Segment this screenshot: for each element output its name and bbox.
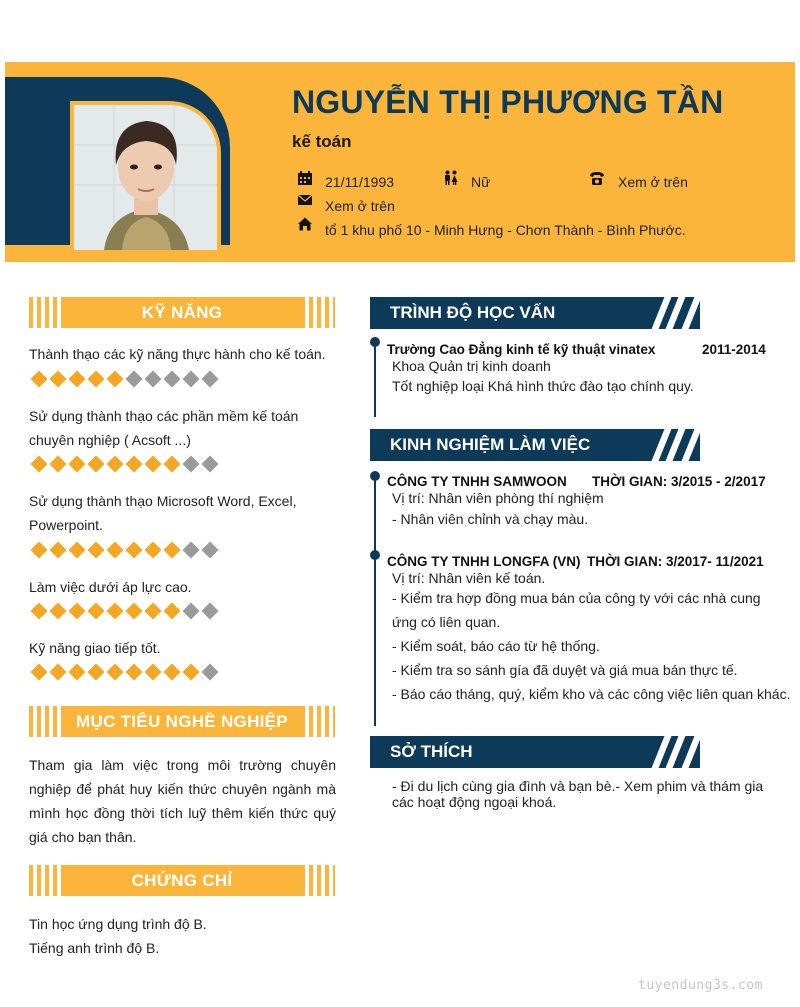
rating-diamond-empty bbox=[164, 371, 181, 388]
rating-diamond-filled bbox=[164, 456, 181, 473]
phone-value: Xem ở trên bbox=[618, 174, 688, 190]
timeline-dot bbox=[370, 550, 380, 560]
timeline-dot bbox=[370, 471, 380, 481]
watermark: tuyendung3s.com bbox=[638, 978, 763, 993]
skill-rating bbox=[33, 371, 216, 387]
job-period: THỜI GIAN: 3/2015 - 2/2017 bbox=[592, 474, 766, 489]
job-period: THỜI GIAN: 3/2017- 11/2021 bbox=[587, 554, 764, 569]
experience-heading: KINH NGHIỆM LÀM VIỆC bbox=[370, 429, 700, 461]
rating-diamond-filled bbox=[50, 664, 67, 681]
certificate-item: Tin học ứng dụng trình độ B. bbox=[29, 916, 207, 932]
rating-diamond-filled bbox=[145, 603, 162, 620]
candidate-name: NGUYỄN THỊ PHƯƠNG TẦN bbox=[292, 84, 724, 120]
skill-rating bbox=[33, 664, 216, 680]
rating-diamond-filled bbox=[50, 371, 67, 388]
rating-diamond-filled bbox=[69, 456, 86, 473]
timeline-line bbox=[374, 341, 376, 417]
rating-diamond-empty bbox=[126, 371, 143, 388]
skill-item: Làm việc dưới áp lực cao. bbox=[29, 579, 192, 595]
rating-diamond-filled bbox=[88, 371, 105, 388]
objective-text: Tham gia làm việc trong môi trường chuyên nghiệp để phát huy kiến thức chuyên ngành mà mình học đồng thời tích luỹ thêm kiến thức quý giá cho bạn thân. bbox=[29, 757, 336, 845]
rating-diamond-filled bbox=[145, 664, 162, 681]
rating-diamond-filled bbox=[31, 542, 48, 559]
certificate-item: Tiếng anh trình độ B. bbox=[29, 940, 160, 956]
rating-diamond-filled bbox=[126, 542, 143, 559]
education-heading: TRÌNH ĐỘ HỌC VẤN bbox=[370, 297, 700, 329]
company-name: CÔNG TY TNHH SAMWOON bbox=[387, 474, 567, 489]
rating-diamond-filled bbox=[164, 603, 181, 620]
rating-diamond-filled bbox=[31, 456, 48, 473]
hobby-text: - Đi du lịch cùng gia đình và bạn bè.- Xem phim và thám gia bbox=[392, 778, 764, 794]
rating-diamond-filled bbox=[69, 371, 86, 388]
job-task: - Nhân viên chỉnh và chạy màu. bbox=[392, 511, 589, 527]
job-title: kế toán bbox=[292, 132, 352, 151]
envelope-icon bbox=[297, 192, 313, 208]
rating-diamond-filled bbox=[88, 664, 105, 681]
rating-diamond-filled bbox=[88, 603, 105, 620]
rating-diamond-filled bbox=[69, 603, 86, 620]
job-task: ứng có liên quan. bbox=[392, 614, 501, 630]
objective-heading: MỤC TIÊU NGHỀ NGHIỆP bbox=[29, 706, 335, 737]
rating-diamond-empty bbox=[183, 603, 200, 620]
birthday-value: 21/11/1993 bbox=[325, 174, 395, 190]
profile-header bbox=[5, 62, 795, 262]
address-value: tổ 1 khu phố 10 - Minh Hưng - Chơn Thành - Bình Phước. bbox=[325, 222, 686, 238]
rating-diamond-filled bbox=[126, 664, 143, 681]
rating-diamond-filled bbox=[31, 371, 48, 388]
rating-diamond-filled bbox=[31, 664, 48, 681]
education-note: Tốt nghiệp loại Khá hình thức đào tạo chính quy. bbox=[392, 378, 694, 394]
calendar-icon bbox=[297, 170, 313, 186]
rating-diamond-empty bbox=[202, 371, 219, 388]
skill-rating bbox=[33, 542, 216, 558]
rating-diamond-filled bbox=[107, 456, 124, 473]
hobby-text: các hoạt động ngoại khoá. bbox=[392, 794, 557, 810]
rating-diamond-filled bbox=[126, 456, 143, 473]
gender-value: Nữ bbox=[471, 174, 491, 190]
rating-diamond-filled bbox=[145, 456, 162, 473]
skill-rating bbox=[33, 456, 216, 472]
rating-diamond-filled bbox=[50, 456, 67, 473]
rating-diamond-empty bbox=[202, 664, 219, 681]
rating-diamond-filled bbox=[69, 542, 86, 559]
rating-diamond-empty bbox=[145, 371, 162, 388]
rating-diamond-empty bbox=[183, 371, 200, 388]
rating-diamond-filled bbox=[88, 456, 105, 473]
email-value: Xem ở trên bbox=[325, 198, 395, 214]
rating-diamond-filled bbox=[145, 542, 162, 559]
skill-item: Kỹ năng giao tiếp tốt. bbox=[29, 640, 161, 656]
rating-diamond-filled bbox=[126, 603, 143, 620]
rating-diamond-filled bbox=[69, 664, 86, 681]
job-task: - Kiểm soát, báo cáo từ hệ thống. bbox=[392, 638, 600, 654]
education-major: Khoa Quản trị kinh doanh bbox=[392, 358, 551, 374]
rating-diamond-filled bbox=[107, 664, 124, 681]
company-name: CÔNG TY TNHH LONGFA (VN) bbox=[387, 554, 581, 569]
rating-diamond-filled bbox=[88, 542, 105, 559]
avatar bbox=[74, 105, 217, 250]
timeline-dot bbox=[370, 337, 380, 347]
job-task: - Báo cáo tháng, quý, kiểm kho và các công việc liên quan khác. bbox=[392, 686, 791, 702]
skill-item: Sử dụng thành thạo Microsoft Word, Excel, Powerpoint. bbox=[29, 493, 297, 533]
rating-diamond-empty bbox=[202, 542, 219, 559]
timeline-line bbox=[374, 476, 376, 726]
hobbies-heading: SỞ THÍCH bbox=[370, 736, 700, 768]
rating-diamond-filled bbox=[107, 603, 124, 620]
rating-diamond-filled bbox=[164, 664, 181, 681]
school-name: Trường Cao Đẳng kinh tế kỹ thuật vinatex bbox=[387, 342, 656, 357]
skill-rating bbox=[33, 603, 216, 619]
rating-diamond-empty bbox=[202, 456, 219, 473]
certificate-list bbox=[29, 912, 329, 960]
job-task: - Kiểm tra so sánh gía đã duyệt và giá mua bán thực tế. bbox=[392, 662, 738, 678]
rating-diamond-filled bbox=[164, 542, 181, 559]
photo-frame bbox=[5, 77, 230, 245]
skill-item: Sử dụng thành thạo các phần mềm kế toán chuyên nghiệp ( Acsoft ...) bbox=[29, 408, 299, 448]
rating-diamond-filled bbox=[50, 603, 67, 620]
rating-diamond-empty bbox=[183, 542, 200, 559]
skill-item: Thành thạo các kỹ năng thực hành cho kế toán. bbox=[29, 346, 326, 362]
job-task: - Kiểm tra hợp đồng mua bán của công ty với các nhà cung bbox=[392, 590, 761, 606]
rating-diamond-empty bbox=[202, 603, 219, 620]
rating-diamond-filled bbox=[183, 664, 200, 681]
people-icon bbox=[443, 170, 459, 186]
certificates-heading: CHỨNG CHỈ bbox=[29, 865, 335, 896]
education-period: 2011-2014 bbox=[702, 342, 766, 357]
phone-icon bbox=[589, 170, 605, 186]
rating-diamond-empty bbox=[183, 456, 200, 473]
job-position: Vị trí: Nhân viên phòng thí nghiệm bbox=[392, 490, 604, 506]
skills-heading: KỸ NĂNG bbox=[29, 297, 335, 328]
rating-diamond-filled bbox=[31, 603, 48, 620]
rating-diamond-filled bbox=[50, 542, 67, 559]
job-position: Vị trí: Nhân viên kế toán. bbox=[392, 570, 546, 586]
rating-diamond-filled bbox=[107, 371, 124, 388]
rating-diamond-filled bbox=[107, 542, 124, 559]
home-icon bbox=[297, 216, 313, 232]
